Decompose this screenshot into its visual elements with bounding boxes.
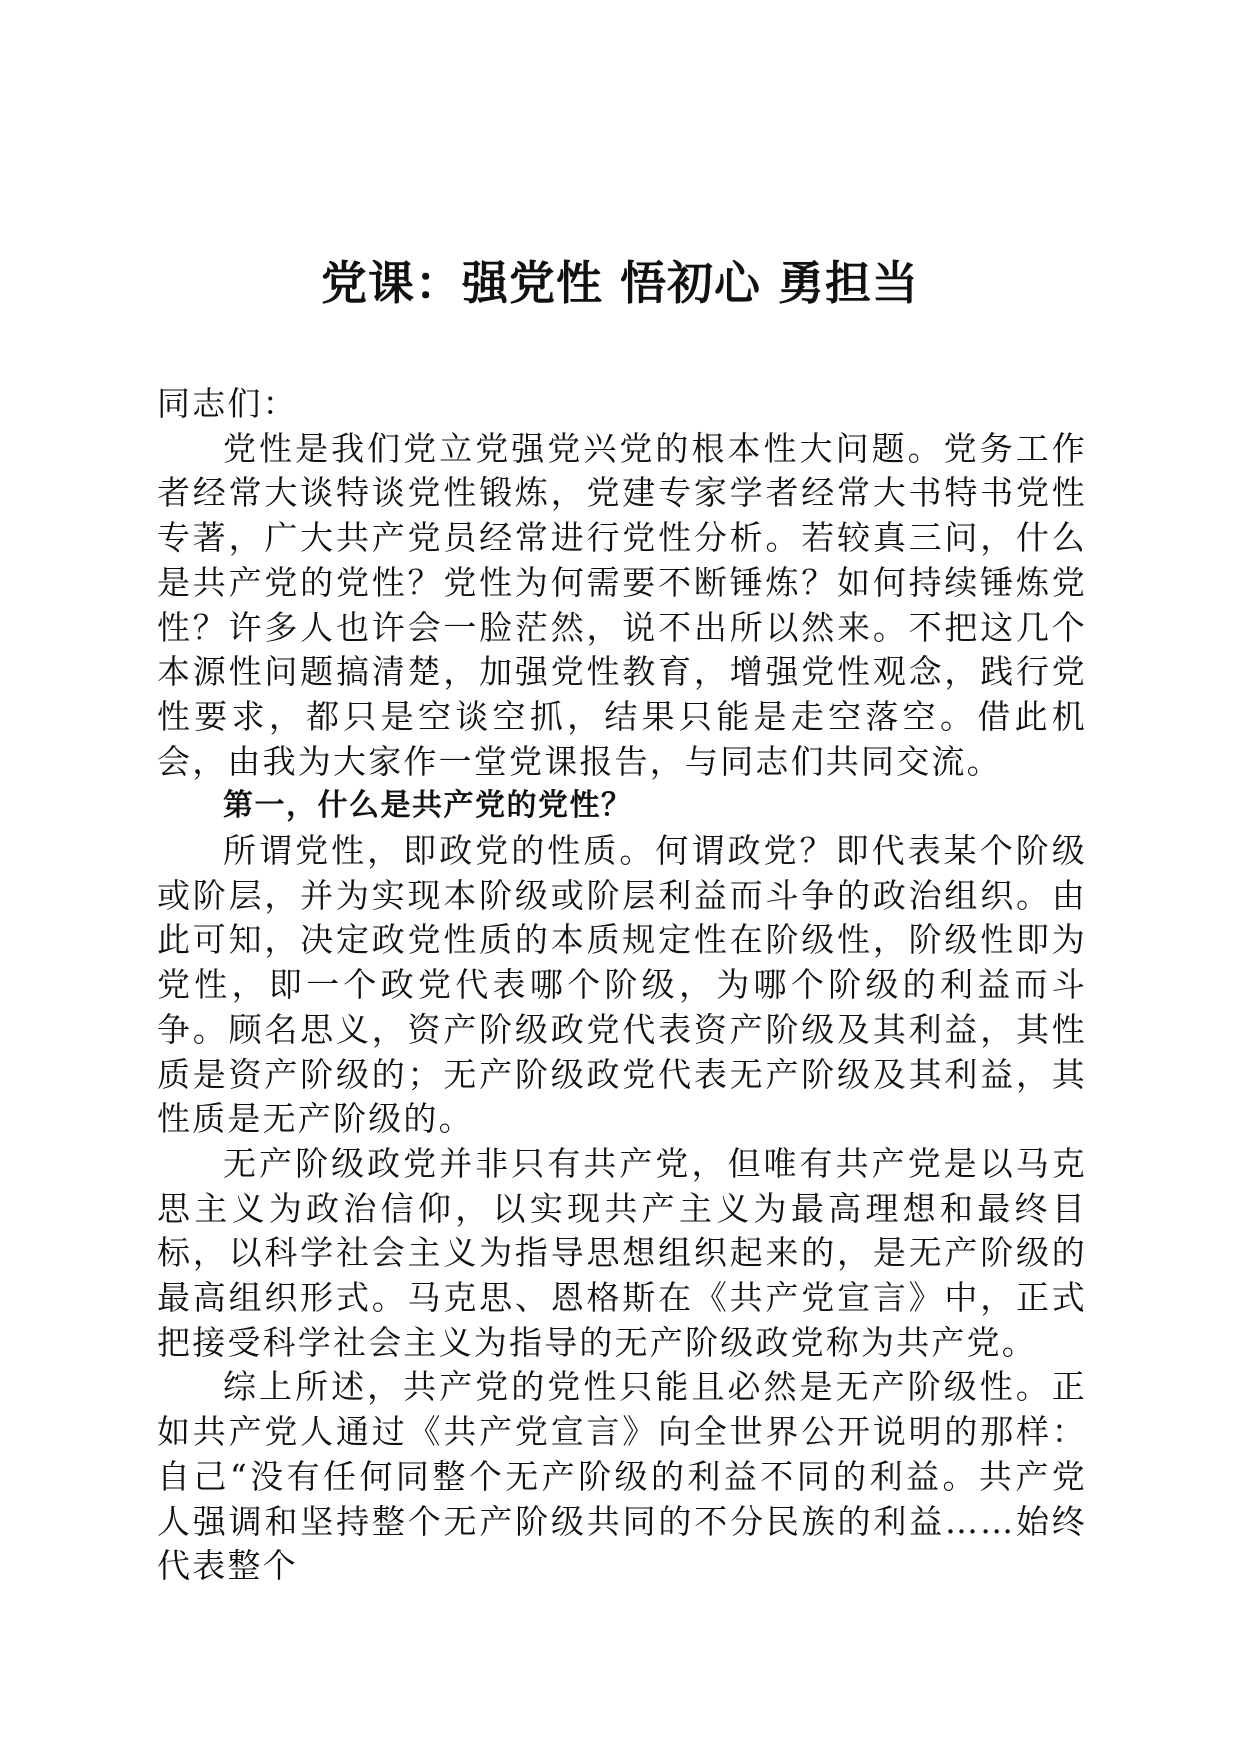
paragraph-conclusion: 综上所述，共产党的党性只能且必然是无产阶级性。正如共产党人通过《共产党宣言》向全世界公开说明的那样：自己“没有任何同整个无产阶级的利益不同的利益。共产党人强调和坚持整个无产阶级共同的不分民族的利益……始终代表整个	[157, 1367, 1087, 1586]
section-heading-first: 第一，什么是共产党的党性？	[223, 788, 633, 824]
document-body	[157, 382, 1087, 1589]
paragraph-party-nature: 所谓党性，即政党的性质。何谓政党？即代表某个阶级或阶层，并为实现本阶级或阶层利益而斗争的政治组织。由此可知，决定政党性质的本质规定性在阶级性，阶级性即为党性，即一个政党代表哪个阶级，为哪个阶级的利益而斗争。顾名思义，资产阶级政党代表资产阶级及其利益，其性质是资产阶级的；无产阶级政党代表无产阶级及其利益，其性质是无产阶级的。	[157, 831, 1087, 1139]
salutation: 同志们：	[157, 384, 298, 423]
paragraph-intro: 党性是我们党立党强党兴党的根本性大问题。党务工作者经常大谈特谈党性锻炼，党建专家学者经常大书特书党性专著，广大共产党员经常进行党性分析。若较真三问，什么是共产党的党性？党性为何需要不断锤炼？如何持续锤炼党性？许多人也许会一脸茫然，说不出所以然来。不把这几个本源性问题搞清楚，加强党性教育，增强党性观念，践行党性要求，都只是空谈空抓，结果只能是走空落空。借此机会，由我为大家作一堂党课报告，与同志们共同交流。	[157, 428, 1087, 781]
paragraph-proletarian-party: 无产阶级政党并非只有共产党，但唯有共产党是以马克思主义为政治信仰，以实现共产主义为最高理想和最终目标，以科学社会主义为指导思想组织起来的，是无产阶级的最高组织形式。马克思、恩格斯在《共产党宣言》中，正式把接受科学社会主义为指导的无产阶级政党称为共产党。	[157, 1143, 1087, 1362]
document-title: 党课：强党性 悟初心 勇担当	[320, 256, 920, 310]
